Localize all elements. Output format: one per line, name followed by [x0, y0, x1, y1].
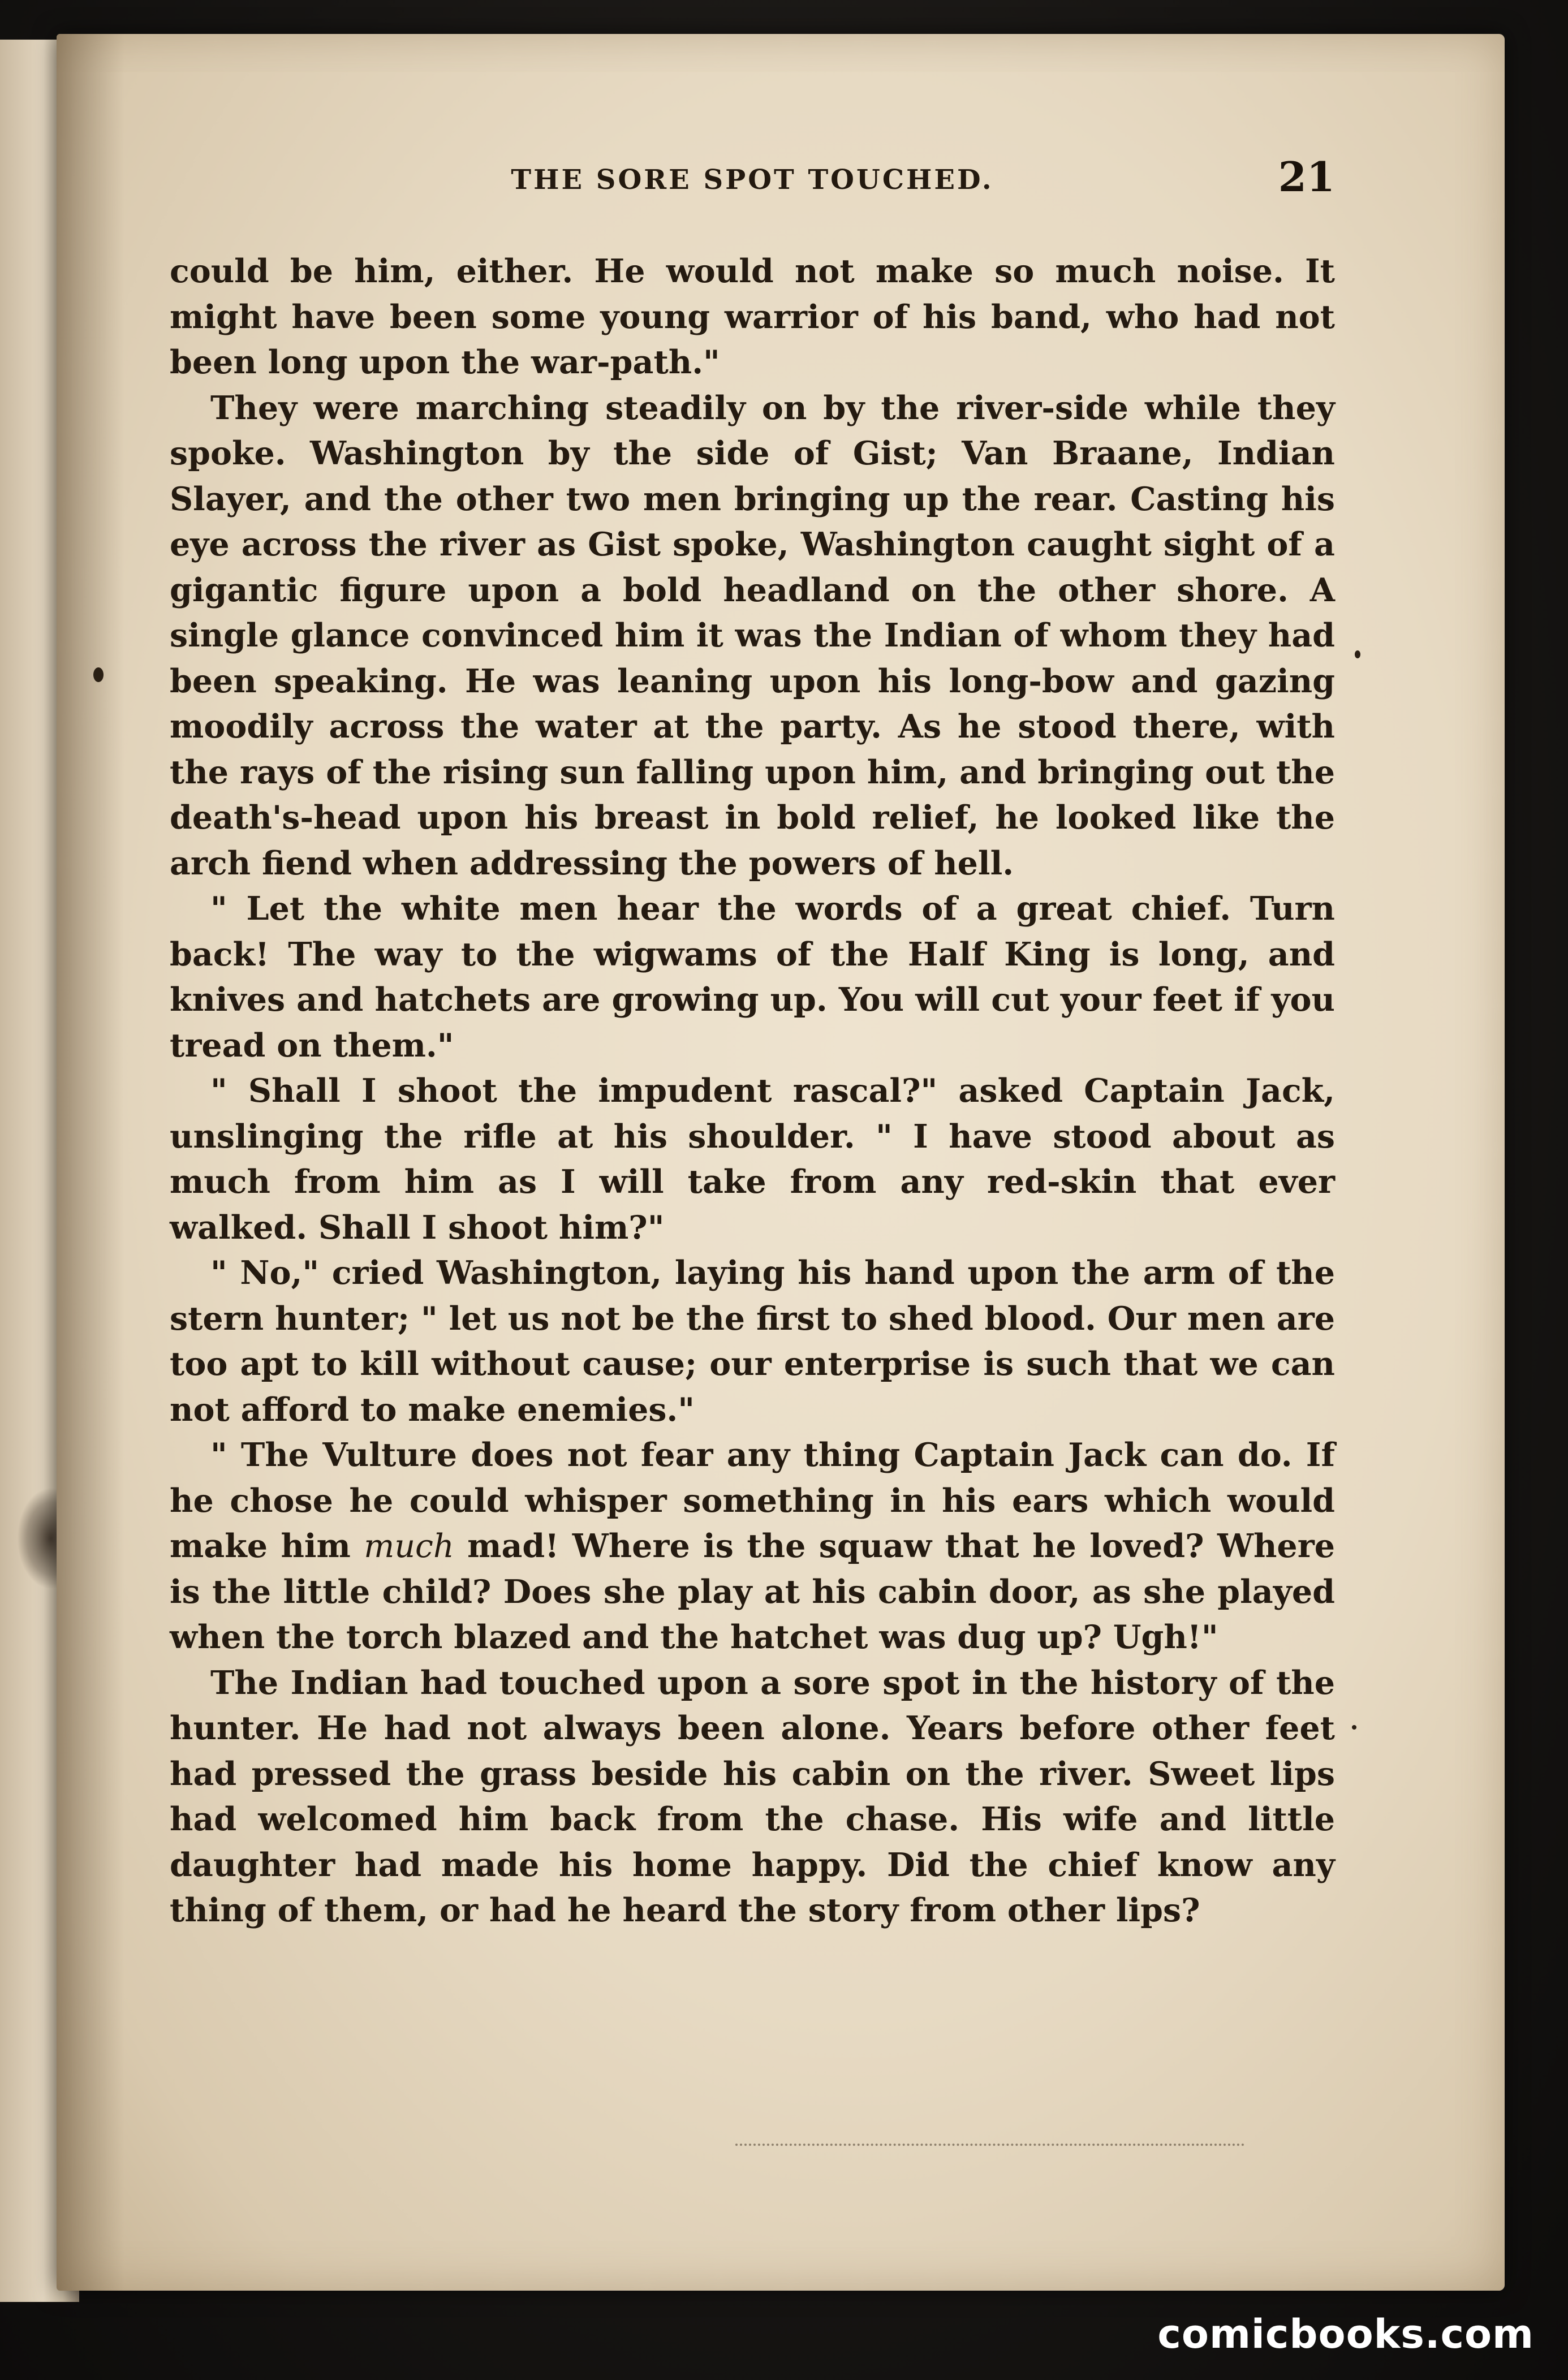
- running-head: [170, 136, 1335, 209]
- ink-speck: [93, 667, 104, 682]
- ink-speck: [1355, 650, 1360, 658]
- page-number: 21: [1278, 153, 1335, 201]
- paragraph-2: They were marching steadily on by the river-side while they spoke. Washington by the side of Gist; Van Braane, Indian Slayer, and the other two men bringing up the rear. Casting his eye across the river as Gist spoke, Washington caught sight of a gigantic figure upon a bold headland on the other shore. A single glance convinced him it was the Indian of whom they had been speaking. He was leaning upon his long-bow and gazing moodily across the water at the party. As he stood there, with the rays of the rising sun falling upon him, and bringing out the death's-head upon his breast in bold relief, he looked like the arch fiend when addressing the powers of hell.: [170, 389, 1335, 882]
- paragraph-6-end: mad! Where is the squaw that he loved? Where is the little child? Does she play at his cabin door, as she played when the torch blazed and the hatchet was dug up? Ugh!": [170, 1527, 1335, 1656]
- watermark-logo: comicbooks.com: [1157, 2311, 1534, 2357]
- body-text: [170, 249, 1335, 1934]
- paragraph-5: " No," cried Washington, laying his hand upon the arm of the stern hunter; " let us not be the first to shed blood. Our men are too apt to kill without cause; our enterprise is such that we can not afford to make enemies.": [170, 1254, 1335, 1429]
- paragraph-3: " Let the white men hear the words of a great chief. Turn back! The way to the wigwams of the Half King is long, and knives and hatchets are growing up. You will cut your feet if you tread on them.": [170, 890, 1335, 1064]
- paragraph-1: could be him, either. He would not make so much noise. It might have been some young warrior of his band, who had not been long upon the war-path.": [170, 252, 1335, 381]
- spine-shadow: [57, 34, 124, 2291]
- ink-speck: [1352, 1725, 1356, 1730]
- paragraph-6-start: " The Vulture does not fear any thing Captain Jack can do. If he chose he could whisper something in his ears which would make him: [170, 1436, 1335, 1565]
- paragraph-7: The Indian had touched upon a sore spot in the history of the hunter. He had not always been alone. Years before other feet had pressed the grass beside his cabin on the river. Sweet lips had welcomed him back from the chase. His wife and little daughter had made his home happy. Did the chief know any thing of them, or had he heard the story from other lips?: [170, 1663, 1335, 1929]
- paragraph-4: " Shall I shoot the impudent rascal?" asked Captain Jack, unslinging the rifle at his shoulder. " I have stood about as much from him as I will take from any red-skin that ever walked. Shall I shoot him?": [170, 1072, 1335, 1247]
- paragraph-6-emphasis: much: [364, 1528, 454, 1565]
- paragraph-6: [170, 1433, 1335, 1661]
- page-bottom-rule: [735, 2144, 1244, 2146]
- running-title: THE SORE SPOT TOUCHED.: [511, 164, 994, 196]
